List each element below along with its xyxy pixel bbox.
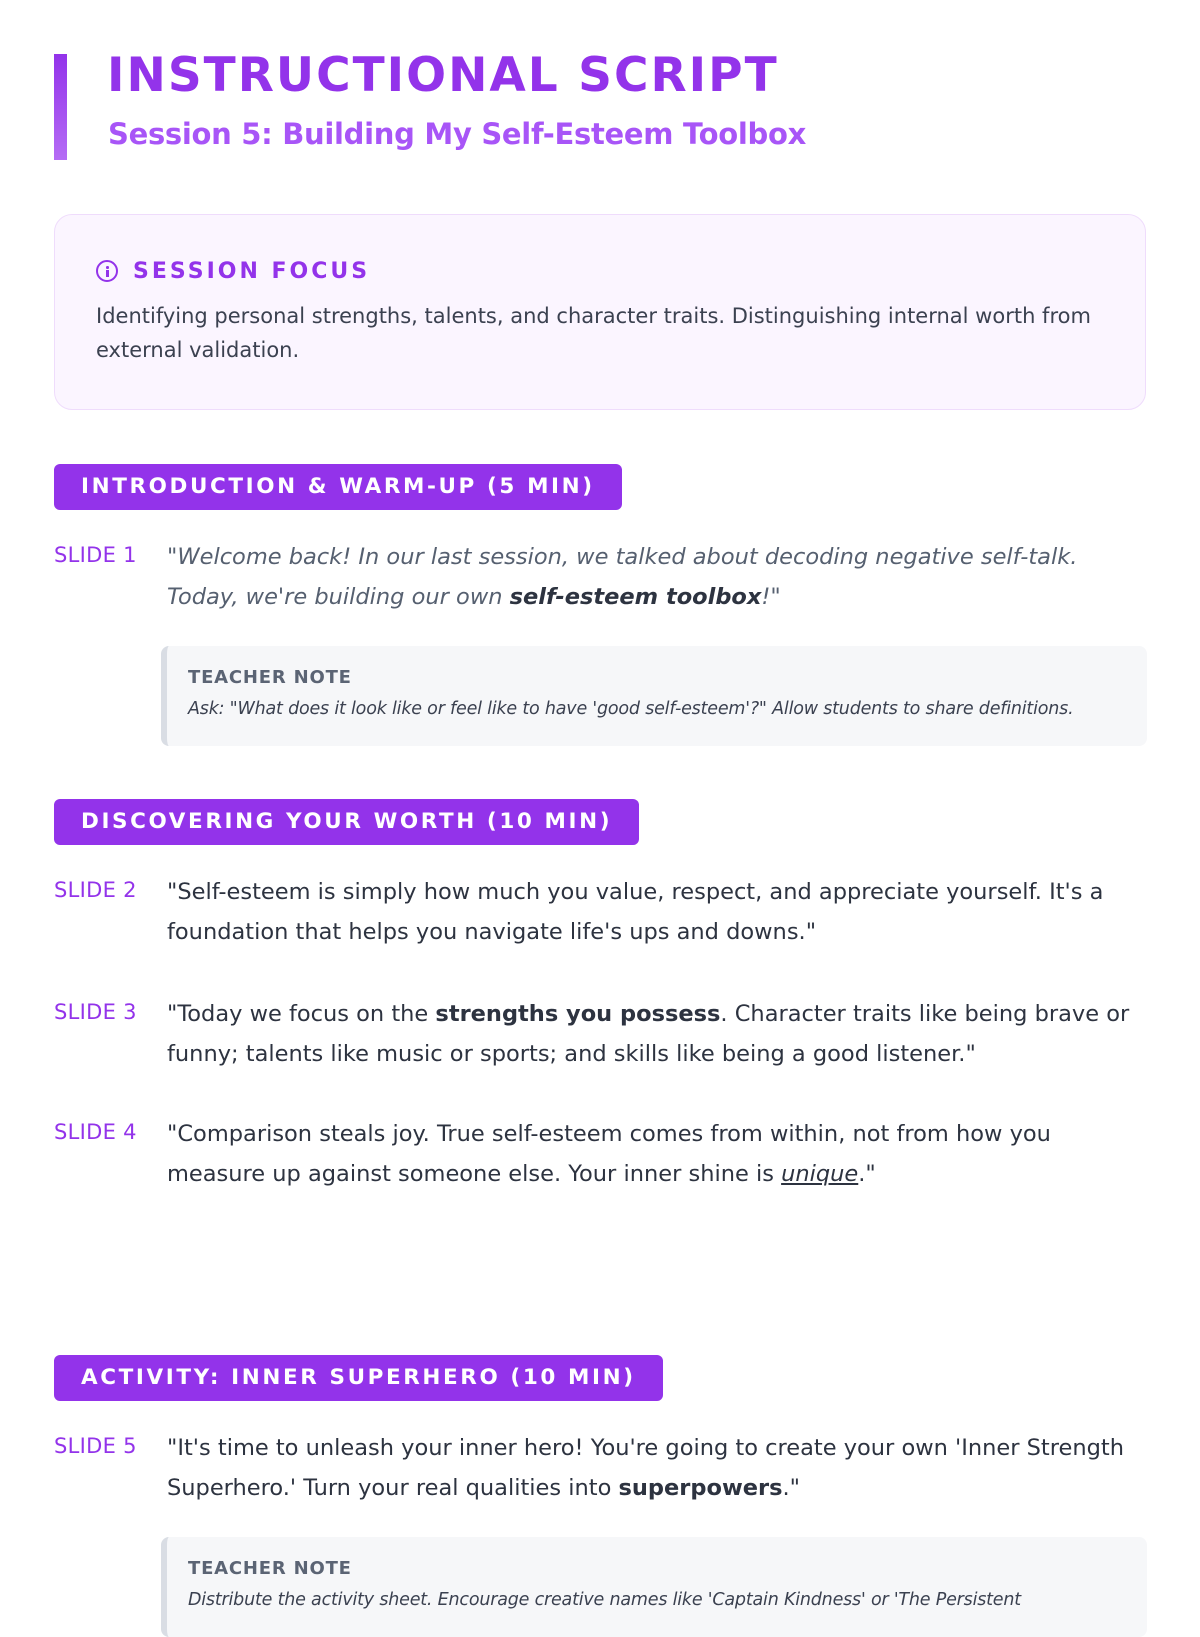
teacher-note-label: TEACHER NOTE xyxy=(188,667,352,688)
teacher-note-label: TEACHER NOTE xyxy=(188,1558,352,1579)
slide-emphasis: unique xyxy=(781,1161,859,1187)
section-header-inner-superhero: ACTIVITY: INNER SUPERHERO (10 MIN) xyxy=(54,1355,663,1401)
page-header xyxy=(54,48,1148,160)
slide-emphasis: strengths you possess xyxy=(435,1001,721,1027)
slide-text: "Comparison steals joy. True self-esteem comes from within, not from how you measure up against someone else. Your inner shine is unique." xyxy=(167,1121,1051,1187)
page-title: INSTRUCTIONAL SCRIPT xyxy=(107,48,779,103)
slide-emphasis: self-esteem toolbox xyxy=(509,584,762,610)
teacher-note xyxy=(161,1537,1147,1637)
slide-number: SLIDE 1 xyxy=(54,543,137,567)
section-header-discovering-worth: DISCOVERING YOUR WORTH (10 MIN) xyxy=(54,799,639,845)
slide-number: SLIDE 5 xyxy=(54,1434,137,1458)
session-focus-label: SESSION FOCUS xyxy=(133,258,371,284)
slide-text: "Welcome back! In our last session, we talked about decoding negative self-talk. Today, we're building our own self-esteem toolbox!" xyxy=(167,544,1078,610)
page-subtitle: Session 5: Building My Self-Esteem Toolbox xyxy=(108,117,806,151)
teacher-note-text: Ask: "What does it look like or feel like to have 'good self-esteem'?" Allow students to share definitions. xyxy=(188,699,1074,719)
info-icon xyxy=(96,260,118,282)
slide-emphasis: superpowers xyxy=(618,1475,783,1501)
slide-text: "Self-esteem is simply how much you value, respect, and appreciate yourself. It's a foundation that helps you navigate life's ups and downs." xyxy=(167,879,1104,945)
slide-number: SLIDE 3 xyxy=(54,1000,137,1024)
session-focus-card xyxy=(54,214,1146,410)
slide-number: SLIDE 2 xyxy=(54,878,137,902)
session-focus-text: Identifying personal strengths, talents, and character traits. Distinguishing internal worth from external validation. xyxy=(96,304,1091,362)
teacher-note-text: Distribute the activity sheet. Encourage creative names like 'Captain Kindness' or 'The Persistent xyxy=(188,1590,1021,1610)
slide-text: "Today we focus on the strengths you possess. Character traits like being brave or funny; talents like music or sports; and skills like being a good listener." xyxy=(167,1001,1130,1067)
slide-number: SLIDE 4 xyxy=(54,1120,137,1144)
section-header-introduction: INTRODUCTION & WARM-UP (5 MIN) xyxy=(54,464,622,510)
teacher-note xyxy=(161,646,1147,746)
session-focus-heading xyxy=(96,258,370,284)
slide-text: "It's time to unleash your inner hero! You're going to create your own 'Inner Strength Superhero.' Turn your real qualities into superpowers." xyxy=(167,1435,1124,1501)
header-accent-bar xyxy=(54,54,67,160)
